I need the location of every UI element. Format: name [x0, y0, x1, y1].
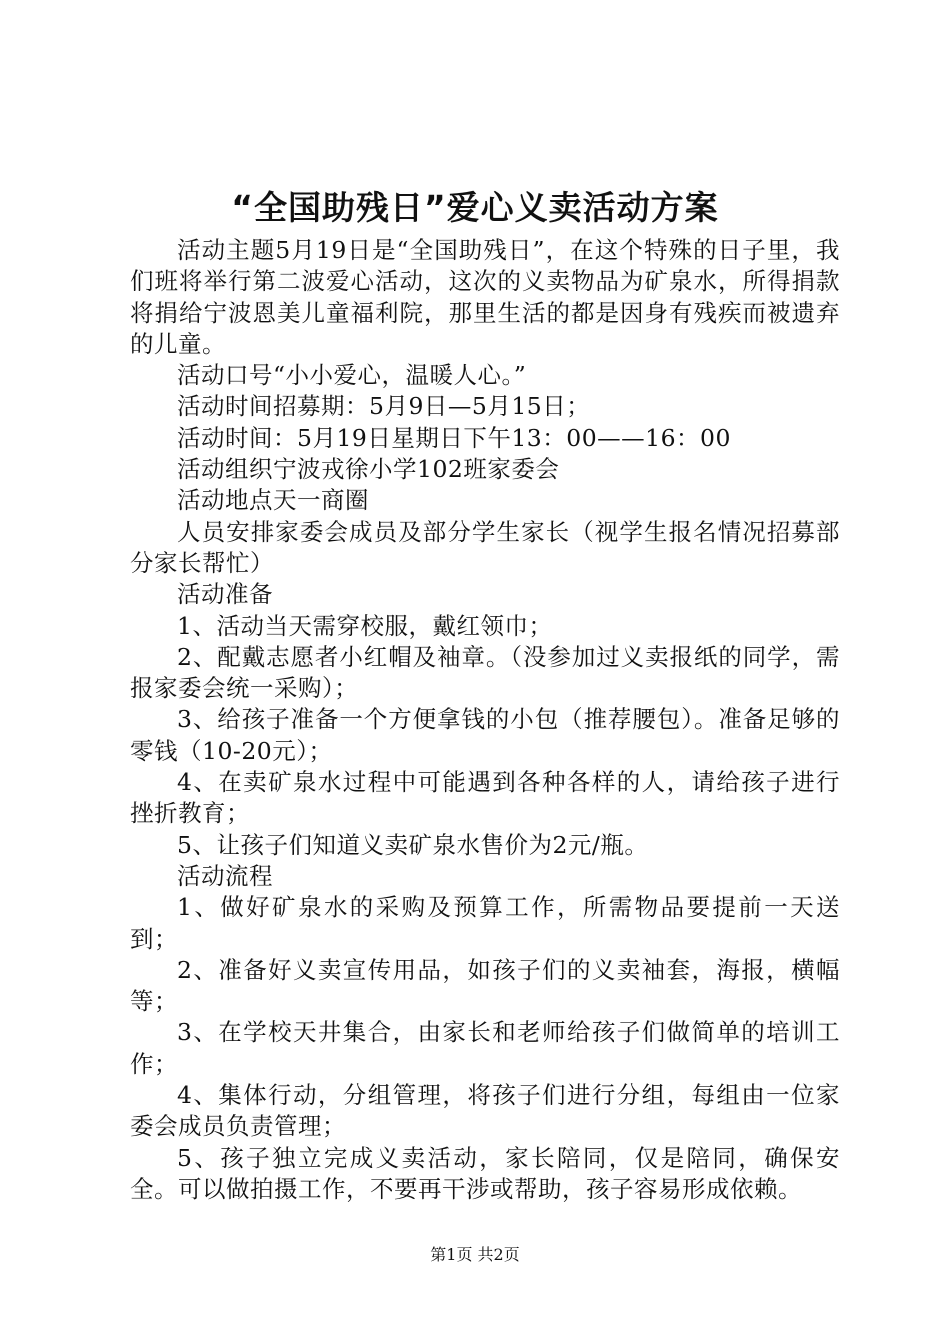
- list-item: 5、让孩子们知道义卖矿泉水售价为2元/瓶。: [177, 830, 649, 859]
- list-item: 4、在卖矿泉水过程中可能遇到各种各样的人，请给孩子进行挫折教育；: [130, 768, 840, 828]
- page-number-footer: 第1页 共2页: [430, 1245, 520, 1264]
- paragraph: 人员安排家委会成员及部分学生家长（视学生报名情况招募部分家长帮忙）: [130, 517, 840, 577]
- list-item: 1、活动当天需穿校服，戴红领巾；: [177, 611, 553, 640]
- paragraph: 活动时间：5月19日星期日下午13：00——16：00: [177, 423, 731, 452]
- list-item: 4、集体行动，分组管理，将孩子们进行分组，每组由一位家委会成员负责管理；: [130, 1081, 840, 1141]
- paragraph: 活动地点天一商圈: [177, 486, 369, 515]
- list-item: 2、配戴志愿者小红帽及袖章。（没参加过义卖报纸的同学，需报家委会统一采购）；: [130, 642, 840, 703]
- list-item: 1、做好矿泉水的采购及预算工作，所需物品要提前一天送到；: [130, 893, 840, 953]
- paragraph: 活动主题5月19日是“全国助残日”，在这个特殊的日子里，我们班将举行第二波爱心活动，这次的义卖物品为矿泉水，所得捐款将捐给宁波恩美儿童福利院，那里生活的都是因身有残疾而被遗弃的儿童。: [130, 236, 840, 358]
- paragraph: 活动组织宁波戎徐小学102班家委会: [177, 455, 560, 484]
- section-heading: 活动准备: [177, 580, 273, 609]
- document-title: “全国助残日”爱心义卖活动方案: [231, 188, 719, 227]
- paragraph: 活动时间招募期：5月9日—5月15日；: [177, 392, 591, 421]
- list-item: 2、准备好义卖宣传用品，如孩子们的义卖袖套，海报，横幅等；: [130, 955, 840, 1016]
- list-item: 5、孩子独立完成义卖活动，家长陪同，仅是陪同，确保安全。可以做拍摄工作，不要再干涉或帮助，孩子容易形成依赖。: [130, 1143, 840, 1203]
- list-item: 3、在学校天井集合，由家长和老师给孩子们做简单的培训工作；: [130, 1018, 840, 1078]
- section-heading: 活动流程: [177, 861, 273, 890]
- document-body: [130, 235, 840, 1205]
- list-item: 3、给孩子准备一个方便拿钱的小包（推荐腰包）。准备足够的零钱（10-20元）；: [130, 705, 840, 765]
- paragraph: 活动口号“小小爱心，温暖人心。”: [177, 361, 527, 390]
